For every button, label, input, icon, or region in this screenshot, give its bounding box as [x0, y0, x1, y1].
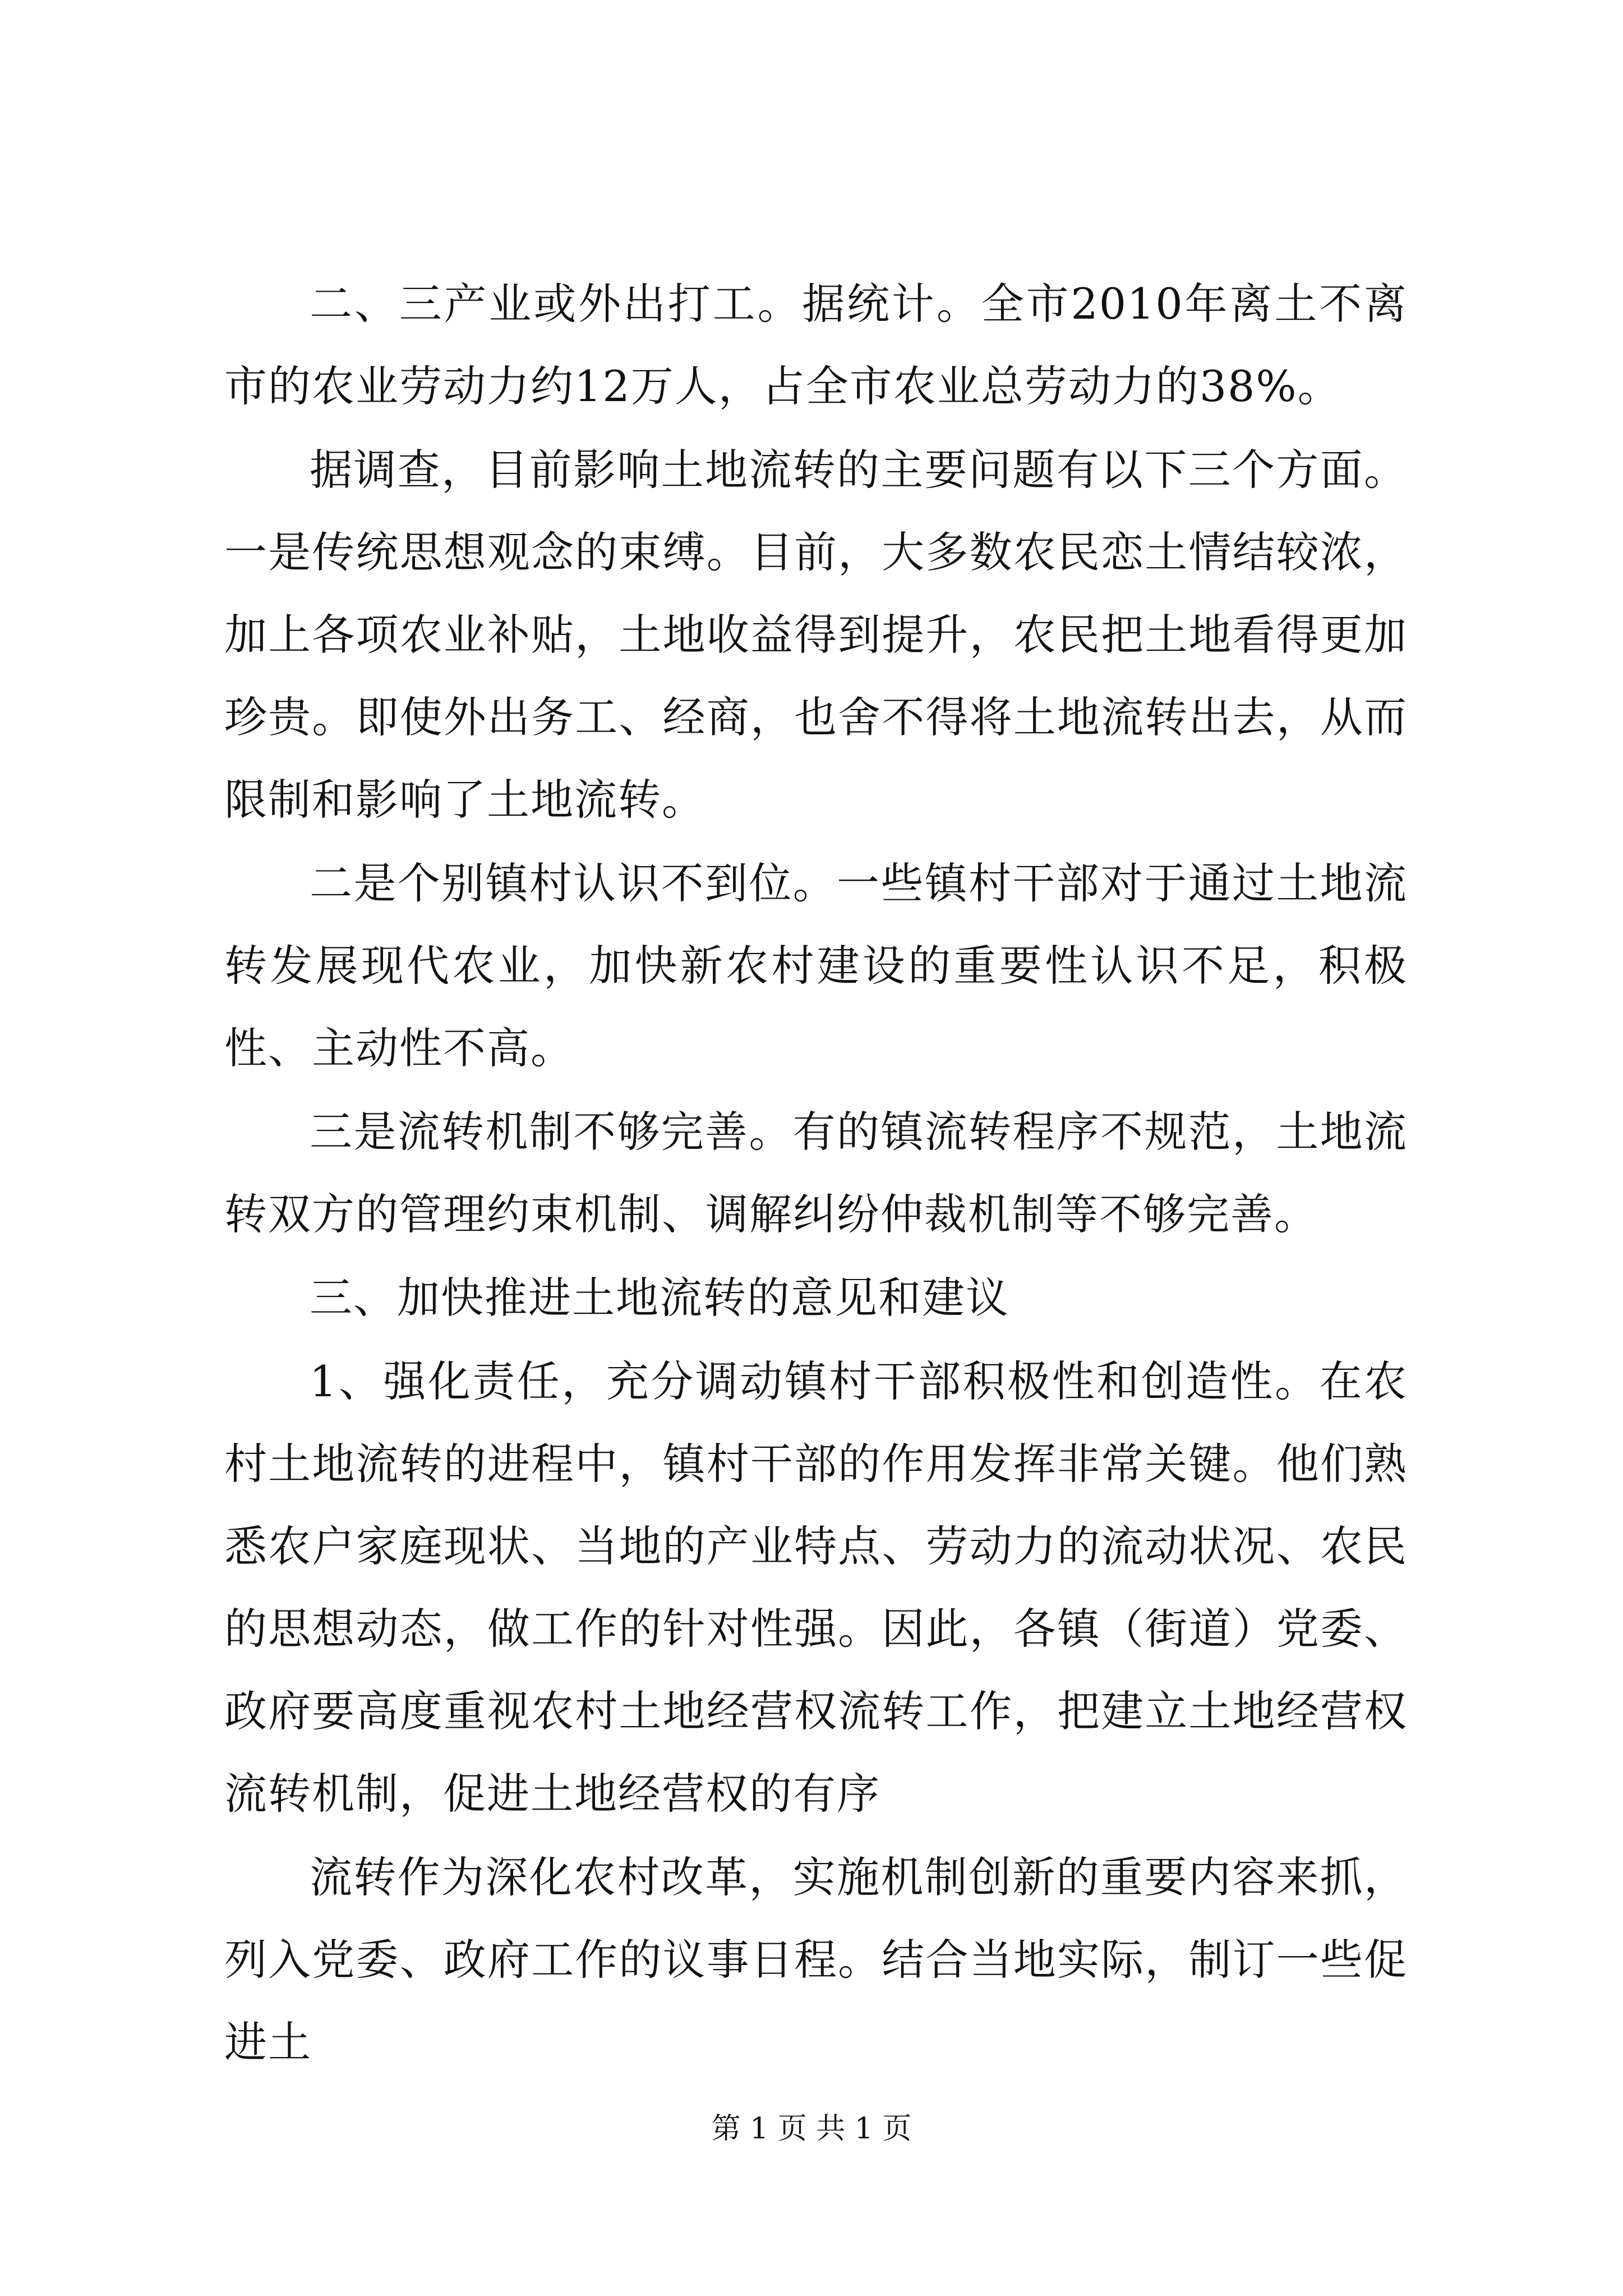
section-heading: 三、加快推进土地流转的意见和建议 — [310, 1273, 1009, 1323]
paragraph-5: 1、强化责任，充分调动镇村干部积极性和创造性。在农村土地流转的进程中，镇村干部的作用发挥非常关键。他们熟悉农户家庭现状、当地的产业特点、劳动力的流动状况、农民的思想动态，做工作的针对性强。因此，各镇（街道）党委、政府要高度重视农村土地经营权流转工作，把建立土地经营权流转机制，促进土地经营权的有序 — [224, 1356, 1408, 1819]
paragraph-1: 二、三产业或外出打工。据统计。全市2010年离土不离市的农业劳动力约12万人，占全市农业总劳动力的38%。 — [224, 279, 1408, 411]
paragraph-2: 据调查，目前影响土地流转的主要问题有以下三个方面。一是传统思想观念的束缚。目前，大多数农民恋土情结较浓，加上各项农业补贴，土地收益得到提升，农民把土地看得更加珍贵。即使外出务工、经商，也舍不得将土地流转出去，从而限制和影响了土地流转。 — [224, 445, 1408, 825]
paragraph-4: 三是流转机制不够完善。有的镇流转程序不规范，土地流转双方的管理约束机制、调解纠纷仲裁机制等不够完善。 — [224, 1107, 1408, 1239]
paragraph-6: 流转作为深化农村改革，实施机制创新的重要内容来抓，列入党委、政府工作的议事日程。结合当地实际，制订一些促进土 — [224, 1852, 1408, 2067]
document-body — [224, 263, 1408, 2085]
page-footer: 第 1 页 共 1 页 — [711, 2112, 912, 2146]
paragraph-3: 二是个别镇村认识不到位。一些镇村干部对于通过土地流转发展现代农业，加快新农村建设的重要性认识不足，积极性、主动性不高。 — [224, 858, 1408, 1073]
